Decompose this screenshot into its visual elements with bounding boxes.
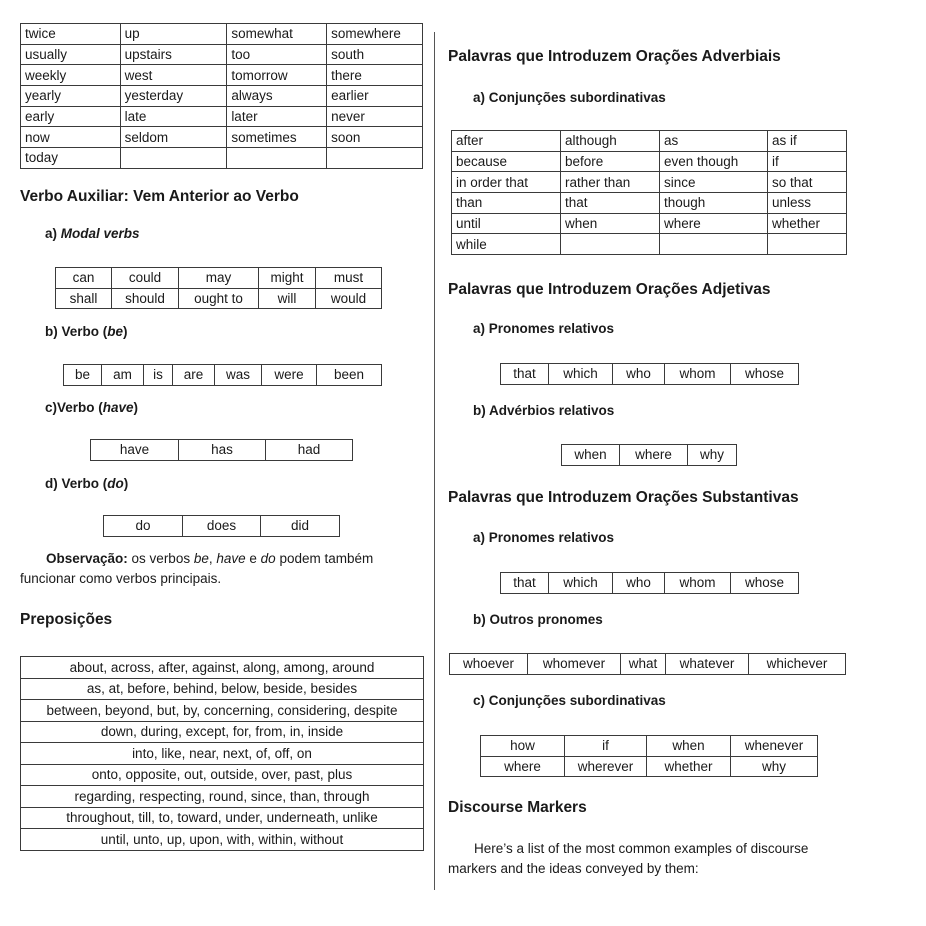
table-row bbox=[21, 127, 423, 148]
table-row bbox=[501, 364, 799, 385]
table-row bbox=[21, 721, 424, 743]
table-cell: until bbox=[452, 213, 561, 234]
aux-verb-heading: Verbo Auxiliar: Vem Anterior ao Verbo bbox=[20, 188, 299, 205]
table-cell: will bbox=[259, 288, 316, 309]
table-row bbox=[21, 65, 423, 86]
table-cell: would bbox=[316, 288, 382, 309]
table-cell: into, like, near, next, of, off, on bbox=[21, 743, 424, 765]
table-row bbox=[21, 44, 423, 65]
noun-pronouns-body bbox=[501, 573, 799, 594]
adverbial-clauses-heading: Palavras que Introduzem Orações Adverbiais bbox=[448, 48, 781, 65]
table-cell: had bbox=[266, 440, 353, 461]
table-cell: today bbox=[21, 148, 121, 169]
table-cell: usually bbox=[21, 44, 121, 65]
table-cell: whichever bbox=[749, 654, 846, 675]
adjective-pronouns-table bbox=[500, 363, 799, 385]
table-cell: since bbox=[660, 172, 768, 193]
table-cell: when bbox=[562, 445, 620, 466]
table-cell: though bbox=[660, 193, 768, 214]
adverbs-table bbox=[20, 23, 423, 169]
table-cell bbox=[327, 148, 423, 169]
discourse-intro-text: Here’s a list of the most common examples of discourse markers and the ideas conveyed by them: bbox=[448, 841, 809, 876]
table-cell: that bbox=[501, 573, 549, 594]
table-cell: throughout, till, to, toward, under, underneath, unlike bbox=[21, 807, 424, 829]
table-cell: somewhat bbox=[227, 24, 327, 45]
table-cell: later bbox=[227, 106, 327, 127]
modal-verbs-table bbox=[55, 267, 382, 309]
obs-italic-1: be bbox=[193, 551, 209, 566]
table-cell: have bbox=[91, 440, 179, 461]
table-cell: am bbox=[102, 365, 144, 386]
table-cell: was bbox=[215, 365, 262, 386]
table-row bbox=[104, 516, 340, 537]
table-cell: while bbox=[452, 234, 561, 255]
table-cell: early bbox=[21, 106, 121, 127]
table-cell: where bbox=[620, 445, 688, 466]
table-row bbox=[21, 764, 424, 786]
adjective-adverbs-body bbox=[562, 445, 737, 466]
table-cell: might bbox=[259, 268, 316, 289]
table-cell: before bbox=[561, 151, 660, 172]
be-verb-label bbox=[45, 324, 128, 339]
table-cell: must bbox=[316, 268, 382, 289]
table-cell: as bbox=[660, 131, 768, 152]
table-cell: south bbox=[327, 44, 423, 65]
table-cell: twice bbox=[21, 24, 121, 45]
table-cell: onto, opposite, out, outside, over, past, plus bbox=[21, 764, 424, 786]
table-cell: tomorrow bbox=[227, 65, 327, 86]
obs-text-1: os verbos bbox=[127, 551, 194, 566]
table-cell: been bbox=[317, 365, 382, 386]
discourse-markers-heading: Discourse Markers bbox=[448, 799, 587, 816]
table-cell: if bbox=[768, 151, 847, 172]
do-verb-table bbox=[103, 515, 340, 537]
noun-sub-c: c) Conjunções subordinativas bbox=[473, 693, 666, 708]
table-cell: that bbox=[501, 364, 549, 385]
noun-conj-body bbox=[481, 736, 818, 777]
table-cell: whenever bbox=[731, 736, 818, 757]
adjective-adverbs-table bbox=[561, 444, 737, 466]
modal-verbs-label bbox=[45, 226, 140, 241]
table-cell: sometimes bbox=[227, 127, 327, 148]
table-row bbox=[56, 268, 382, 289]
table-row bbox=[21, 106, 423, 127]
noun-sub-b: b) Outros pronomes bbox=[473, 612, 603, 627]
table-cell: whomever bbox=[528, 654, 621, 675]
do-verb-body bbox=[104, 516, 340, 537]
obs-text-4: podem também funcionar como verbos principais. bbox=[20, 551, 374, 586]
table-cell: are bbox=[173, 365, 215, 386]
adjective-sub-a: a) Pronomes relativos bbox=[473, 321, 615, 336]
table-cell bbox=[768, 234, 847, 255]
table-cell: so that bbox=[768, 172, 847, 193]
have-verb-table bbox=[90, 439, 353, 461]
table-cell: down, during, except, for, from, in, inside bbox=[21, 721, 424, 743]
table-cell: there bbox=[327, 65, 423, 86]
be-label-suffix: ) bbox=[123, 324, 128, 339]
table-cell: as, at, before, behind, below, beside, besides bbox=[21, 678, 424, 700]
table-row bbox=[64, 365, 382, 386]
table-cell: can bbox=[56, 268, 112, 289]
table-cell: although bbox=[561, 131, 660, 152]
table-cell: never bbox=[327, 106, 423, 127]
table-cell: somewhere bbox=[327, 24, 423, 45]
table-cell: whoever bbox=[450, 654, 528, 675]
table-cell: in order that bbox=[452, 172, 561, 193]
table-cell: shall bbox=[56, 288, 112, 309]
table-cell: seldom bbox=[120, 127, 227, 148]
have-label-suffix: ) bbox=[133, 400, 139, 415]
noun-conj-table bbox=[480, 735, 818, 777]
table-cell: how bbox=[481, 736, 565, 757]
table-cell: whether bbox=[768, 213, 847, 234]
have-verb-body bbox=[91, 440, 353, 461]
table-row bbox=[450, 654, 846, 675]
obs-italic-3: do bbox=[260, 551, 276, 566]
adverbs-table-body bbox=[21, 24, 423, 169]
table-cell: who bbox=[613, 364, 665, 385]
table-cell: were bbox=[262, 365, 317, 386]
table-cell: why bbox=[688, 445, 737, 466]
table-row bbox=[562, 445, 737, 466]
table-row bbox=[21, 24, 423, 45]
table-cell: upstairs bbox=[120, 44, 227, 65]
have-verb-label bbox=[45, 400, 138, 415]
noun-clauses-heading: Palavras que Introduzem Orações Substantivas bbox=[448, 489, 799, 506]
table-row bbox=[481, 756, 818, 777]
modal-verbs-body bbox=[56, 268, 382, 309]
table-cell bbox=[561, 234, 660, 255]
table-cell: too bbox=[227, 44, 327, 65]
table-cell bbox=[227, 148, 327, 169]
table-row bbox=[21, 786, 424, 808]
table-cell: is bbox=[144, 365, 173, 386]
table-cell: now bbox=[21, 127, 121, 148]
table-row bbox=[21, 743, 424, 765]
table-cell: which bbox=[549, 364, 613, 385]
table-cell: could bbox=[112, 268, 179, 289]
table-cell: whose bbox=[731, 364, 799, 385]
observation-bold: Observação: bbox=[46, 551, 128, 566]
noun-pronouns-table bbox=[500, 572, 799, 594]
table-cell: ought to bbox=[179, 288, 259, 309]
table-row bbox=[452, 151, 847, 172]
adjective-pronouns-body bbox=[501, 364, 799, 385]
observation-note bbox=[20, 549, 424, 589]
table-row bbox=[21, 657, 424, 679]
table-cell: because bbox=[452, 151, 561, 172]
have-label-prefix: c)Verbo ( bbox=[45, 400, 103, 415]
table-row bbox=[452, 172, 847, 193]
table-cell: when bbox=[561, 213, 660, 234]
table-cell: late bbox=[120, 106, 227, 127]
table-cell: why bbox=[731, 756, 818, 777]
be-label-prefix: b) Verbo ( bbox=[45, 324, 108, 339]
prepositions-heading: Preposições bbox=[20, 611, 113, 628]
table-cell: may bbox=[179, 268, 259, 289]
table-row bbox=[452, 234, 847, 255]
table-row bbox=[21, 678, 424, 700]
table-cell: as if bbox=[768, 131, 847, 152]
table-cell: rather than bbox=[561, 172, 660, 193]
do-label-prefix: d) Verbo ( bbox=[45, 476, 108, 491]
table-cell: whatever bbox=[666, 654, 749, 675]
table-cell: always bbox=[227, 86, 327, 107]
table-cell bbox=[120, 148, 227, 169]
table-row bbox=[21, 86, 423, 107]
table-row bbox=[21, 829, 424, 851]
prepositions-body bbox=[21, 657, 424, 851]
table-row bbox=[56, 288, 382, 309]
table-cell: should bbox=[112, 288, 179, 309]
table-cell: what bbox=[621, 654, 666, 675]
table-row bbox=[21, 700, 424, 722]
modal-label-italic: Modal verbs bbox=[60, 226, 140, 241]
do-verb-label bbox=[45, 476, 128, 491]
table-cell: regarding, respecting, round, since, than, through bbox=[21, 786, 424, 808]
table-row bbox=[21, 807, 424, 829]
noun-sub-a: a) Pronomes relativos bbox=[473, 530, 615, 545]
other-pronouns-table bbox=[449, 653, 846, 675]
table-row bbox=[452, 131, 847, 152]
table-cell: wherever bbox=[565, 756, 647, 777]
table-cell: unless bbox=[768, 193, 847, 214]
table-cell: did bbox=[261, 516, 340, 537]
table-cell: if bbox=[565, 736, 647, 757]
table-cell: do bbox=[104, 516, 183, 537]
table-cell: which bbox=[549, 573, 613, 594]
other-pronouns-body bbox=[450, 654, 846, 675]
table-row bbox=[501, 573, 799, 594]
table-cell: whom bbox=[665, 364, 731, 385]
adjective-sub-b: b) Advérbios relativos bbox=[473, 403, 615, 418]
table-row bbox=[21, 148, 423, 169]
table-cell: even though bbox=[660, 151, 768, 172]
table-cell: earlier bbox=[327, 86, 423, 107]
do-label-suffix: ) bbox=[123, 476, 129, 491]
table-cell: whose bbox=[731, 573, 799, 594]
table-row bbox=[481, 736, 818, 757]
obs-text-2: , bbox=[208, 551, 217, 566]
adverbial-conj-body bbox=[452, 131, 847, 255]
table-cell: yesterday bbox=[120, 86, 227, 107]
table-cell: that bbox=[561, 193, 660, 214]
table-cell: has bbox=[179, 440, 266, 461]
adverbs-table-wrap bbox=[20, 23, 423, 173]
table-cell: where bbox=[660, 213, 768, 234]
table-row bbox=[452, 193, 847, 214]
table-cell: whether bbox=[647, 756, 731, 777]
table-cell: about, across, after, against, along, among, around bbox=[21, 657, 424, 679]
table-cell: does bbox=[183, 516, 261, 537]
be-label-italic: be bbox=[107, 324, 124, 339]
be-verb-table bbox=[63, 364, 382, 386]
be-verb-body bbox=[64, 365, 382, 386]
adverbial-sub-label: a) Conjunções subordinativas bbox=[473, 90, 666, 105]
obs-italic-2: have bbox=[216, 551, 246, 566]
table-cell: where bbox=[481, 756, 565, 777]
table-cell: be bbox=[64, 365, 102, 386]
adjective-clauses-heading: Palavras que Introduzem Orações Adjetivas bbox=[448, 281, 771, 298]
table-row bbox=[91, 440, 353, 461]
table-cell: west bbox=[120, 65, 227, 86]
modal-label-prefix: a) bbox=[45, 226, 61, 241]
table-cell: than bbox=[452, 193, 561, 214]
table-cell: weekly bbox=[21, 65, 121, 86]
adverbial-conj-table bbox=[451, 130, 847, 255]
table-cell: after bbox=[452, 131, 561, 152]
table-cell: soon bbox=[327, 127, 423, 148]
table-cell: up bbox=[120, 24, 227, 45]
prepositions-table bbox=[20, 656, 424, 851]
column-divider bbox=[434, 32, 435, 890]
table-cell: until, unto, up, upon, with, within, without bbox=[21, 829, 424, 851]
table-cell: between, beyond, but, by, concerning, considering, despite bbox=[21, 700, 424, 722]
table-cell bbox=[660, 234, 768, 255]
table-cell: when bbox=[647, 736, 731, 757]
table-cell: yearly bbox=[21, 86, 121, 107]
table-row bbox=[452, 213, 847, 234]
table-cell: whom bbox=[665, 573, 731, 594]
do-label-italic: do bbox=[107, 476, 124, 491]
have-label-italic: have bbox=[102, 400, 134, 415]
table-cell: who bbox=[613, 573, 665, 594]
obs-text-3: e bbox=[245, 551, 261, 566]
